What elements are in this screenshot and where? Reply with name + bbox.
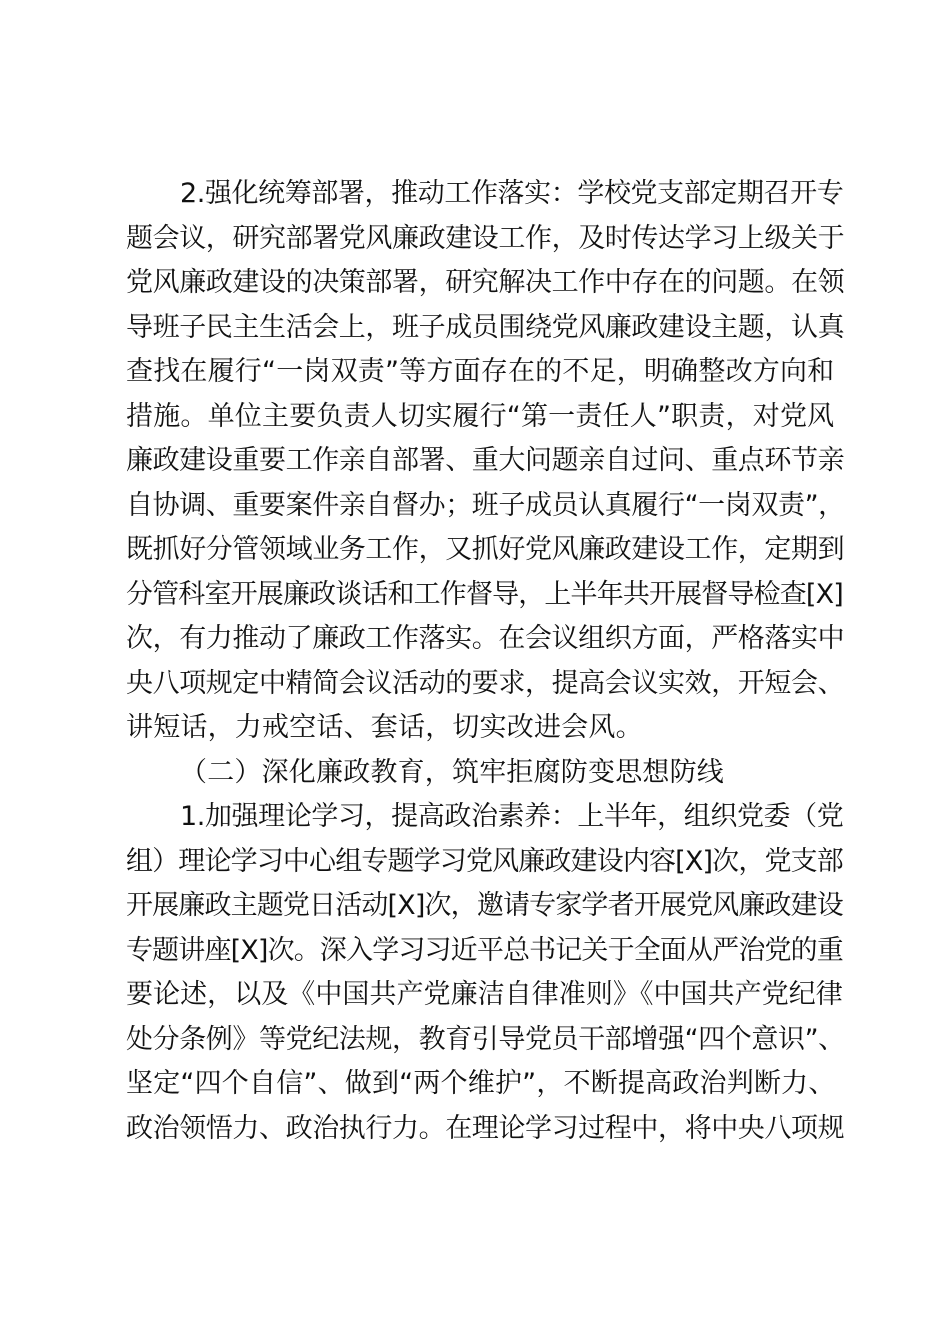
text-line: 题会议，研究部署党风廉政建设工作，及时传达学习上级关于	[126, 222, 845, 254]
text-line: 自协调、重要案件亲自督办；班子成员认真履行“一岗双责”，	[126, 489, 845, 521]
paragraph-first-line: 1.加强理论学习，提高政治素养：上半年，组织党委（党	[180, 801, 844, 832]
text-line: 组）理论学习中心组专题学习党风廉政建设内容[X]次，党支部	[126, 845, 843, 877]
text-line: 次，有力推动了廉政工作落实。在会议组织方面，严格落实中	[126, 623, 845, 654]
text-line: 要论述，以及《中国共产党廉洁自律准则》《中国共产党纪律	[126, 979, 843, 1010]
text-line: 查找在履行“一岗双责”等方面存在的不足，明确整改方向和	[126, 356, 835, 387]
text-line: 导班子民主生活会上，班子成员围绕党风廉政建设主题，认真	[126, 311, 845, 343]
text-line: 分管科室开展廉政谈话和工作督导，上半年共开展督导检查[X]	[126, 578, 843, 610]
text-line: 党风廉政建设的决策部署，研究解决工作中存在的问题。在领	[126, 267, 845, 298]
text-line: 既抓好分管领域业务工作，又抓好党风廉政建设工作，定期到	[126, 534, 845, 565]
text-line: 处分条例》等党纪法规，教育引导党员干部增强“四个意识”、	[126, 1023, 845, 1055]
text-line: 央八项规定中精简会议活动的要求，提高会议实效，开短会、	[126, 667, 845, 699]
text-line: 坚定“四个自信”、做到“两个维护”，不断提高政治判断力、	[126, 1068, 836, 1099]
paragraph-first-line: 2.强化统筹部署，推动工作落实：学校党支部定期召开专	[180, 178, 844, 209]
text-line: 政治领悟力、政治执行力。在理论学习过程中，将中央八项规	[126, 1112, 845, 1144]
text-line: 开展廉政主题党日活动[X]次，邀请专家学者开展党风廉政建设	[126, 890, 843, 921]
text-line: 讲短话，力戒空话、套话，切实改进会风。	[126, 712, 643, 743]
text-line: 措施。单位主要负责人切实履行“第一责任人”职责，对党风	[126, 400, 835, 432]
section-heading: （二）深化廉政教育，筑牢拒腐防变思想防线	[180, 756, 724, 788]
text-line: 专题讲座[X]次。深入学习习近平总书记关于全面从严治党的重	[126, 934, 843, 966]
text-line: 廉政建设重要工作亲自部署、重大问题亲自过问、重点环节亲	[126, 445, 845, 476]
body-text	[126, 172, 846, 1151]
